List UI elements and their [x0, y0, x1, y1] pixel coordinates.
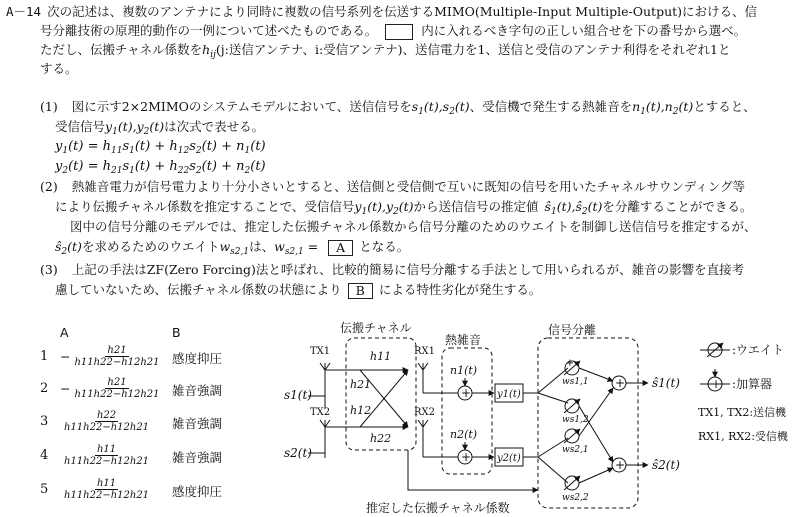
equation-y2: $y_2(t) = h_{21}s_1(t) + h_{22}s_2(t) + n_2(t)$ — [55, 159, 266, 176]
p2-text-c: から送信信号の推定値 — [413, 199, 539, 214]
paragraph-2-line-3 — [70, 219, 757, 235]
paragraph-3-line-1 — [40, 262, 744, 278]
option-number: 4 — [40, 448, 49, 463]
legend-tx: TX1, TX2:送信機 — [698, 406, 787, 419]
option-a-sign: − — [60, 349, 71, 364]
option-b-text: 雑音強調 — [172, 416, 223, 431]
equation-y1: $y_1(t) = h_{11}s_1(t) + h_{12}s_2(t) + n_1(t)$ — [55, 139, 266, 156]
rx2-label: RX2 — [414, 407, 436, 418]
intro-text-4: する。 — [40, 61, 78, 76]
option-number: 3 — [40, 414, 49, 429]
option-a-formula — [60, 444, 151, 467]
option-a-denominator: h11h22−h12h21 — [64, 490, 150, 501]
n1n2-symbol: $n_1(t),n_2(t)$ — [632, 99, 694, 117]
s1-label: s1(t) — [284, 388, 312, 402]
p2-text-d: を分離することができる。 — [602, 199, 753, 214]
tx2-label: TX2 — [310, 407, 331, 418]
question-intro-line-1 — [6, 4, 757, 20]
s1hat-label: ŝ1(t) — [652, 376, 680, 390]
p1-text-a: 図に示す2×2MIMOのシステムモデルにおいて、送信信号を — [71, 99, 412, 114]
paragraph-2-line-1 — [40, 179, 745, 195]
option-b-text: 雑音強調 — [172, 450, 223, 465]
tx2-antenna — [320, 420, 330, 458]
option-number: 2 — [40, 381, 49, 396]
question-intro-line-2 — [40, 23, 746, 40]
separation-label: 信号分離 — [548, 323, 597, 337]
question-id: A－14 — [6, 4, 42, 19]
option-a-denominator: h11h22−h12h21 — [64, 456, 150, 467]
noise-label: 熱雑音 — [445, 333, 482, 347]
blank-B-box: B — [348, 283, 373, 299]
answer-blank-box — [385, 24, 413, 40]
svg-text:+: + — [615, 376, 626, 390]
intro-text-3a: ただし、伝搬チャネル係数を — [40, 42, 203, 57]
estimated-label: 推定した伝搬チャネル係数 — [366, 501, 510, 515]
svg-text:+: + — [711, 377, 722, 391]
p3-text-b: 慮していないため、伝搬チャネル係数の状態により — [55, 282, 342, 297]
options-header-A: A — [60, 325, 69, 340]
y2-label: y2(t) — [497, 453, 521, 464]
option-a-numerator: h11 — [96, 444, 117, 455]
p3-text-c: による特性劣化が発生する。 — [378, 282, 542, 297]
ws22-label: ws2,2 — [562, 493, 589, 503]
option-a-numerator: h21 — [107, 377, 127, 388]
option-a-denominator: h11h22−h12h21 — [74, 389, 160, 400]
p1-text-d: 受信信号 — [55, 119, 106, 134]
legend-weight: :ウエイト — [732, 343, 785, 357]
rx1-antenna — [418, 363, 428, 393]
p2-text-h: となる。 — [359, 239, 410, 254]
legend-adder: :加算器 — [732, 377, 773, 391]
ws21-label: ws2,1 — [562, 445, 589, 455]
paragraph-1-line-1 — [40, 99, 756, 120]
option-number: 1 — [40, 349, 49, 364]
options-header-B: B — [172, 325, 181, 340]
intro-text-1: 次の記述は、複数のアンテナにより同時に複数の信号系列を伝送するMIMO(Multiple-Input Multiple-Output)における、信 — [47, 4, 758, 19]
p3-text-a: 上記の手法はZF(Zero Forcing)法と呼ばれ、比較的簡易に信号分離する手法として用いられるが、雑音の影響を直接考 — [71, 262, 745, 277]
mimo-system-diagram — [280, 318, 798, 517]
question-intro-line-3 — [40, 42, 730, 63]
h22-label: h22 — [370, 432, 392, 445]
p2-text-e: 図中の信号分離のモデルでは、推定した伝搬チャネル係数から信号分離のためのウエイトを制御し送信信号を推定するが、 — [70, 219, 757, 234]
intro-text-2b: 内に入れるべき字句の正しい組合せを下の番号から選べ。 — [421, 23, 747, 38]
y1y2-symbol: $y_1(t),y_2(t)$ — [105, 119, 165, 137]
option-a-numerator: h22 — [96, 410, 117, 421]
option-a-formula — [60, 345, 162, 368]
h11-label: h11 — [370, 350, 392, 363]
option-a-formula — [60, 377, 162, 400]
p2-text-g: は、 — [249, 239, 275, 254]
option-number: 5 — [40, 482, 49, 497]
question-intro-line-4 — [40, 61, 78, 77]
paragraph-3-line-2 — [55, 282, 541, 299]
y1-label: y1(t) — [497, 389, 521, 400]
h12-label: h12 — [350, 404, 372, 417]
p2-label: (2) — [40, 179, 58, 194]
p3-label: (3) — [40, 262, 58, 277]
h21-label: h21 — [350, 378, 372, 391]
option-a-denominator: h11h22−h12h21 — [74, 357, 160, 368]
blank-A-box: A — [328, 240, 353, 256]
s1s2-symbol: $s_1(t),s_2(t)$ — [411, 99, 470, 117]
option-a-formula — [60, 478, 151, 501]
p1-label: (1) — [40, 99, 58, 114]
rx1-label: RX1 — [414, 346, 436, 357]
option-a-denominator: h11h22−h12h21 — [64, 422, 150, 433]
svg-text:+: + — [461, 450, 472, 464]
legend-rx: RX1, RX2:受信機 — [698, 430, 788, 443]
option-b-text: 感度抑圧 — [172, 484, 223, 499]
intro-text-2a: 号分離技術の原理的動作の一例について述べたものである。 — [40, 23, 378, 38]
paragraph-1-line-2 — [55, 119, 264, 140]
svg-text:+: + — [565, 358, 575, 369]
p1-text-b: 、受信機で発生する熱雑音を — [469, 99, 633, 114]
s2hat-label: ŝ2(t) — [652, 458, 680, 472]
p1-text-c: とすると、 — [693, 99, 756, 114]
option-a-formula — [60, 410, 151, 433]
p2-text-b: により伝搬チャネル係数を推定することで、受信信号 — [55, 199, 355, 214]
p2-text-a: 熱雑音電力が信号電力より十分小さいとすると、送信側と受信側で互いに既知の信号を用いたチャネルサウンディング等 — [71, 179, 746, 194]
s2-label: s2(t) — [284, 446, 312, 460]
option-a-numerator: h21 — [107, 345, 127, 356]
channel-label: 伝搬チャネル — [340, 321, 412, 335]
option-a-sign: − — [60, 381, 71, 396]
option-a-numerator: h11 — [96, 478, 117, 489]
option-b-text: 感度抑圧 — [172, 351, 223, 366]
p2-text-f: を求めるためのウエイト — [81, 239, 220, 254]
p1-text-e: は次式で表せる。 — [164, 119, 265, 134]
intro-text-3b: (j:送信アンテナ、i:受信アンテナ)、送信電力を1、送信と受信のアンテナ利得をそれぞれ1と — [215, 42, 731, 57]
ws12-label: ws1,2 — [562, 415, 589, 425]
rx2-antenna — [418, 420, 428, 457]
ws11-label: ws1,1 — [562, 377, 589, 387]
paragraph-2-line-2: により伝搬チャネル係数を推定することで、受信信号$y_1(t),y_2(t)$から送信信号の推定値 $ŝ_1(t),ŝ_2(t)$を分離することができる。 — [55, 199, 753, 217]
n1-label: n1(t) — [450, 364, 478, 377]
hij-symbol: $h_{ij}$ — [202, 42, 216, 60]
option-b-text: 雑音強調 — [172, 383, 223, 398]
paragraph-2-line-4: $ŝ_2(t)$を求めるためのウエイト$w_{s2,1}$は、$w_{s2,1} = A$ となる。 — [55, 239, 410, 257]
tx1-label: TX1 — [310, 346, 331, 357]
svg-text:+: + — [615, 458, 626, 472]
svg-text:+: + — [461, 386, 472, 400]
n2-label: n2(t) — [450, 428, 478, 441]
